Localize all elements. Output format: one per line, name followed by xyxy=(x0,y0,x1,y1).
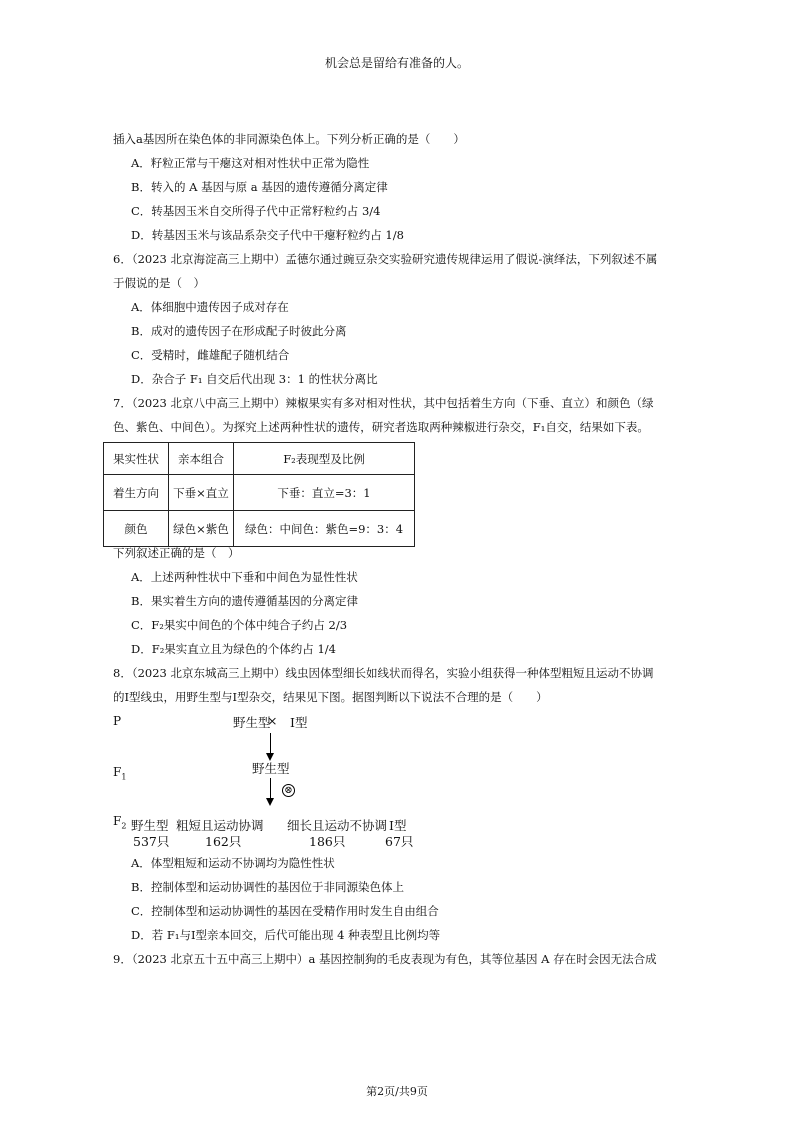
table-header-cell: 果实性状 xyxy=(104,443,169,475)
q8-option-c: C．控制体型和运动协调性的基因在受精作用时发生自由组合 xyxy=(131,904,439,918)
f2-phenotype: 野生型 xyxy=(131,818,169,833)
table-cell: 下垂：直立=3：1 xyxy=(234,475,415,511)
cross-symbol: × xyxy=(267,713,278,728)
q7-option-b: B．果实着生方向的遗传遵循基因的分离定律 xyxy=(131,594,358,608)
table-header-row xyxy=(104,443,415,475)
q8-option-a: A．体型粗短和运动不协调均为隐性性状 xyxy=(131,856,335,870)
parent-type-i: I型 xyxy=(290,715,308,730)
table-cell: 着生方向 xyxy=(104,475,169,511)
table-cell: 颜色 xyxy=(104,511,169,547)
q5-option-b: B．转入的 A 基因与原 a 基因的遗传遵循分离定律 xyxy=(131,180,388,194)
q6-stem-line2: 于假说的是（ ） xyxy=(113,276,205,290)
page-header: 机会总是留给有准备的人。 xyxy=(324,56,469,70)
q5-option-c: C．转基因玉米自交所得子代中正常籽粒约占 3/4 xyxy=(131,204,381,218)
q6-option-c: C．受精时，雌雄配子随机结合 xyxy=(131,348,290,362)
f2-phenotype: I型 xyxy=(389,818,407,833)
arrow-down-icon xyxy=(266,798,274,806)
q9-stem-line1: 9．（2023 北京五十五中高三上期中）a 基因控制狗的毛皮表现为有色，其等位基因 A 存在时会因无法合成 xyxy=(113,952,657,966)
generation-label-f2: $F_2$ xyxy=(113,814,127,831)
q7-option-d: D．F₂果实直立且为绿色的个体约占 1/4 xyxy=(131,642,336,656)
q8-stem-line1: 8．（2023 北京东城高三上期中）线虫因体型细长如线状而得名，实验小组获得一种体型粗短且运动不协调 xyxy=(113,666,654,680)
q5-option-a: A．籽粒正常与干瘪这对相对性状中正常为隐性 xyxy=(131,156,370,170)
f2-count: 67只 xyxy=(385,834,414,849)
q6-option-d: D．杂合子 F₁ 自交后代出现 3：1 的性状分离比 xyxy=(131,372,378,386)
table-row xyxy=(104,511,415,547)
q6-option-b: B．成对的遗传因子在形成配子时彼此分离 xyxy=(131,324,347,338)
q7-results-table xyxy=(103,442,415,547)
q5-stem: 插入a基因所在染色体的非同源染色体上。下列分析正确的是（ ） xyxy=(113,132,465,146)
q8-option-d: D．若 F₁与I型亲本回交，后代可能出现 4 种表型且比例均等 xyxy=(131,928,441,942)
parent-wild-type: 野生型 xyxy=(233,715,271,730)
f2-count: 186只 xyxy=(309,834,346,849)
f2-count: 537只 xyxy=(133,834,170,849)
table-cell: 下垂×直立 xyxy=(169,475,234,511)
f1-wild-type: 野生型 xyxy=(252,761,290,776)
q7-stem-line3: 下列叙述正确的是（ ） xyxy=(113,546,240,560)
arrow-line xyxy=(270,733,271,755)
table-cell: 绿色：中间色：紫色=9：3：4 xyxy=(234,511,415,547)
f2-phenotype: 粗短且运动协调 xyxy=(176,818,264,833)
table-row xyxy=(104,475,415,511)
table-header-cell: 亲本组合 xyxy=(169,443,234,475)
self-cross-icon: ⊗ xyxy=(282,784,295,797)
generation-label-p: P xyxy=(113,714,122,728)
page-footer: 第2页/共9页 xyxy=(366,1085,428,1098)
q5-option-d: D．转基因玉米与该品系杂交子代中干瘪籽粒约占 1/8 xyxy=(131,228,404,242)
q8-stem-line2: 的I型线虫，用野生型与I型杂交，结果见下图。据图判断以下说法不合理的是（ ） xyxy=(113,690,548,704)
arrow-line xyxy=(270,778,271,800)
q7-option-a: A．上述两种性状中下垂和中间色为显性性状 xyxy=(131,570,358,584)
f2-phenotype: 细长且运动不协调 xyxy=(287,818,388,833)
table-cell: 绿色×紫色 xyxy=(169,511,234,547)
table-header-cell: F₂表现型及比例 xyxy=(234,443,415,475)
f2-count: 162只 xyxy=(205,834,242,849)
q7-stem-line1: 7．（2023 北京八中高三上期中）辣椒果实有多对相对性状，其中包括着生方向（下垂、直立）和颜色（绿 xyxy=(113,396,654,410)
q6-option-a: A．体细胞中遗传因子成对存在 xyxy=(131,300,289,314)
generation-label-f1: $F_1$ xyxy=(113,765,127,782)
q7-stem-line2: 色、紫色、中间色）。为探究上述两种性状的遗传，研究者选取两种辣椒进行杂交，F₁自交，结果如下表。 xyxy=(113,420,649,434)
q6-stem-line1: 6．（2023 北京海淀高三上期中）孟德尔通过豌豆杂交实验研究遗传规律运用了假说-演绎法，下列叙述不属 xyxy=(113,252,658,266)
q7-option-c: C．F₂果实中间色的个体中纯合子约占 2/3 xyxy=(131,618,348,632)
q8-option-b: B．控制体型和运动协调性的基因位于非同源染色体上 xyxy=(131,880,404,894)
